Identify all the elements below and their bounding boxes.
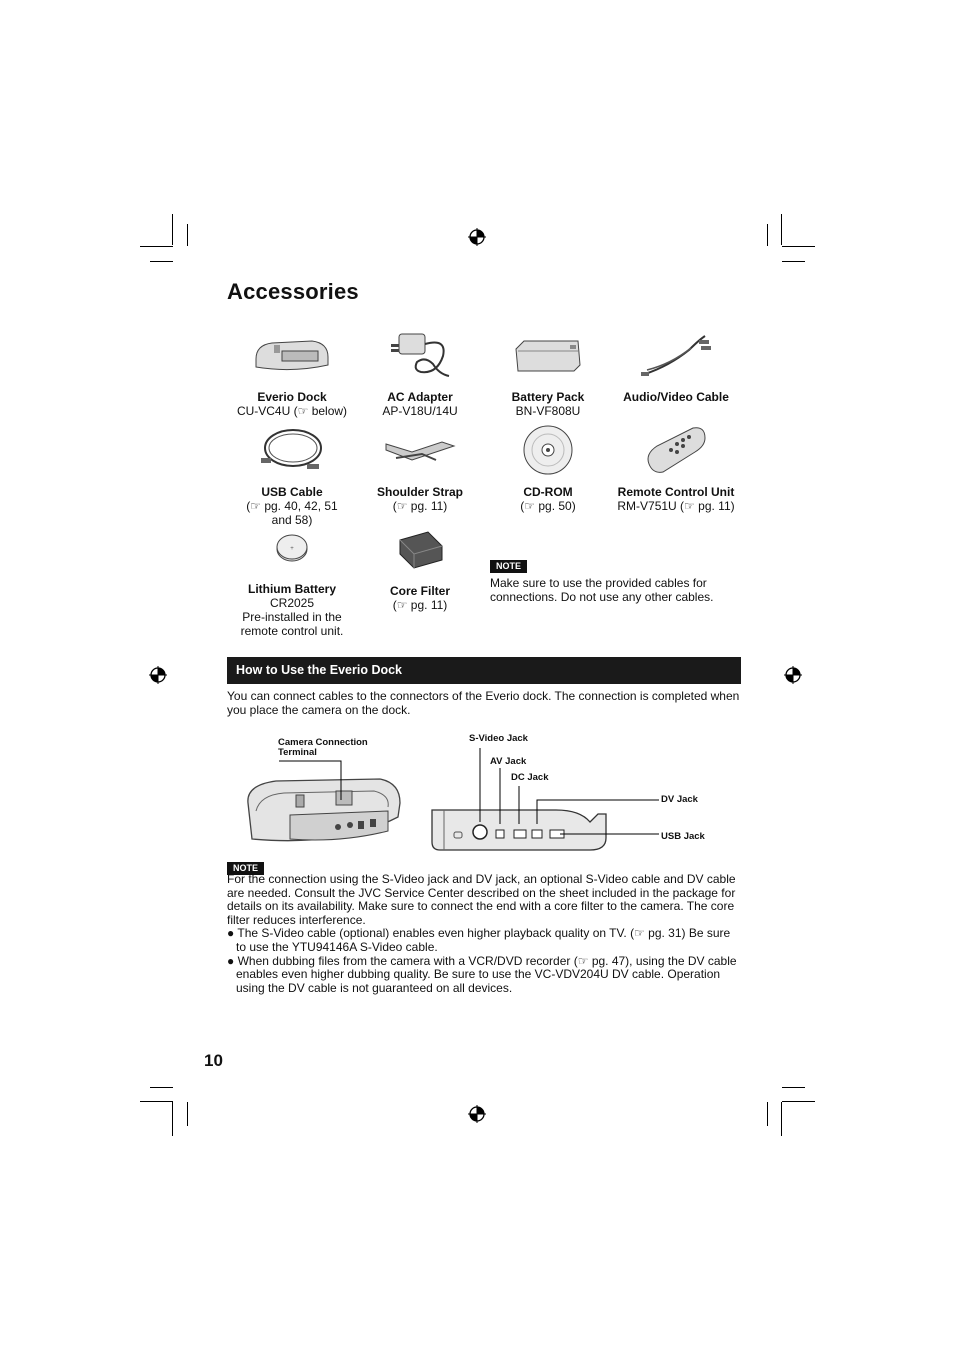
accessory-battery-pack [478,326,618,418]
accessory-name: Battery Pack [511,390,585,404]
page-title: Accessories [227,279,359,304]
lithium-battery-icon [272,529,312,565]
battery-pack-icon [512,335,584,375]
note-tag: NOTE [490,560,527,573]
accessory-shoulder-strap [350,421,490,513]
core-filter-icon [392,526,448,572]
accessory-detail: Pre-installed in the [242,610,342,624]
registration-mark-icon [467,227,487,247]
bullet-text: The S-Video cable (optional) enables even higher playback quality on TV. (☞ pg. 31) Be sure to use the YTU94146A S-Video cable. [236,926,731,954]
accessory-everio-dock [222,326,362,418]
ac-adapter-icon [385,330,455,380]
accessory-detail: (☞ pg. 11) [392,499,448,513]
accessory-av-cable [606,326,746,404]
registration-mark-icon [148,665,168,685]
accessory-name: AC Adapter [387,390,453,404]
label-dc-jack: DC Jack [511,772,549,783]
dock-note-bullet: ● The S-Video cable (optional) enables even higher playback quality on TV. (☞ pg. 31) Be sure to use the YTU94146A S-Video cable. [227,926,731,954]
accessory-lithium-battery [222,518,362,638]
accessory-name: Shoulder Strap [376,485,463,499]
label-s-video-jack: S-Video Jack [469,733,528,744]
accessory-name: Everio Dock [257,390,327,404]
accessory-ac-adapter [350,326,490,418]
accessory-detail: BN-VF808U [515,404,581,418]
label-dv-jack: DV Jack [661,794,698,805]
bullet-text: When dubbing files from the camera with a VCR/DVD recorder (☞ pg. 47), using the DV cable enables even higher dubbing quality. Be sure to use the VC-VDV204U DV cable. Operation using the DV cable is not guaranteed on all devices. [236,953,737,995]
accessory-name: Lithium Battery [247,582,336,596]
label-camera-terminal [278,738,368,758]
accessory-usb-cable [222,421,362,527]
cd-rom-icon [520,424,576,476]
accessory-detail: RM-V751U (☞ pg. 11) [617,499,735,513]
remote-control-icon [643,424,709,476]
dock-note-bullet: ● When dubbing files from the camera with a VCR/DVD recorder (☞ pg. 47), using the DV cable enables even higher dubbing quality. Be sure to use the VC-VDV204U DV cable. Operation using the DV cable is not guaranteed on all devices. [227,953,737,995]
label-av-jack: AV Jack [490,756,527,767]
camera-terminal-leader-line [277,760,347,802]
accessory-detail: and 58) [271,513,313,527]
av-cable-icon [639,330,713,380]
accessory-detail: (☞ pg. 50) [520,499,576,513]
accessory-remote-control [606,421,746,513]
note-text: Make sure to use the provided cables for connections. Do not use any other cables. [490,576,714,604]
accessory-detail: remote control unit. [240,624,344,638]
accessory-cd-rom [478,421,618,513]
accessory-name: USB Cable [261,485,323,499]
accessory-name: CD-ROM [523,485,573,499]
dock-note-text: For the connection using the S-Video jack and DV jack, an optional S-Video cable and DV cable are needed. Consult the JVC Service Center described on the sheet included in the package for details on its availability. Make sure to connect the end with a core filter to the camera. The core filter reduces interference. [227,872,736,927]
label-camera-terminal-line2: Terminal [278,747,317,758]
accessory-detail: CU-VC4U (☞ below) [236,404,348,418]
accessory-detail: AP-V18U/14U [382,404,458,418]
accessory-detail: (☞ pg. 40, 42, 51 [246,499,338,513]
page-number: 10 [204,1051,223,1070]
accessory-name: Core Filter [389,584,450,598]
accessory-name: Remote Control Unit [617,485,735,499]
shoulder-strap-icon [382,430,458,470]
accessory-detail: CR2025 [269,596,315,610]
note-tag: NOTE [227,862,264,875]
registration-mark-icon [783,665,803,685]
label-usb-jack: USB Jack [661,831,705,842]
dock-note-block [227,873,741,995]
section-heading-everio-dock: How to Use the Everio Dock [227,657,741,684]
note-provided-cables [490,558,730,604]
accessory-core-filter [350,520,490,612]
accessory-name: Audio/Video Cable [623,390,729,404]
usb-cable-icon [257,424,327,476]
label-camera-terminal-line1: Camera Connection [278,737,368,748]
registration-mark-icon [467,1104,487,1124]
everio-dock-icon [252,335,332,375]
dock-intro-text: You can connect cables to the connectors of the Everio dock. The connection is completed when you place the camera on the dock. [227,689,740,717]
accessory-detail: (☞ pg. 11) [392,598,448,612]
svg-text:+: + [290,546,294,552]
